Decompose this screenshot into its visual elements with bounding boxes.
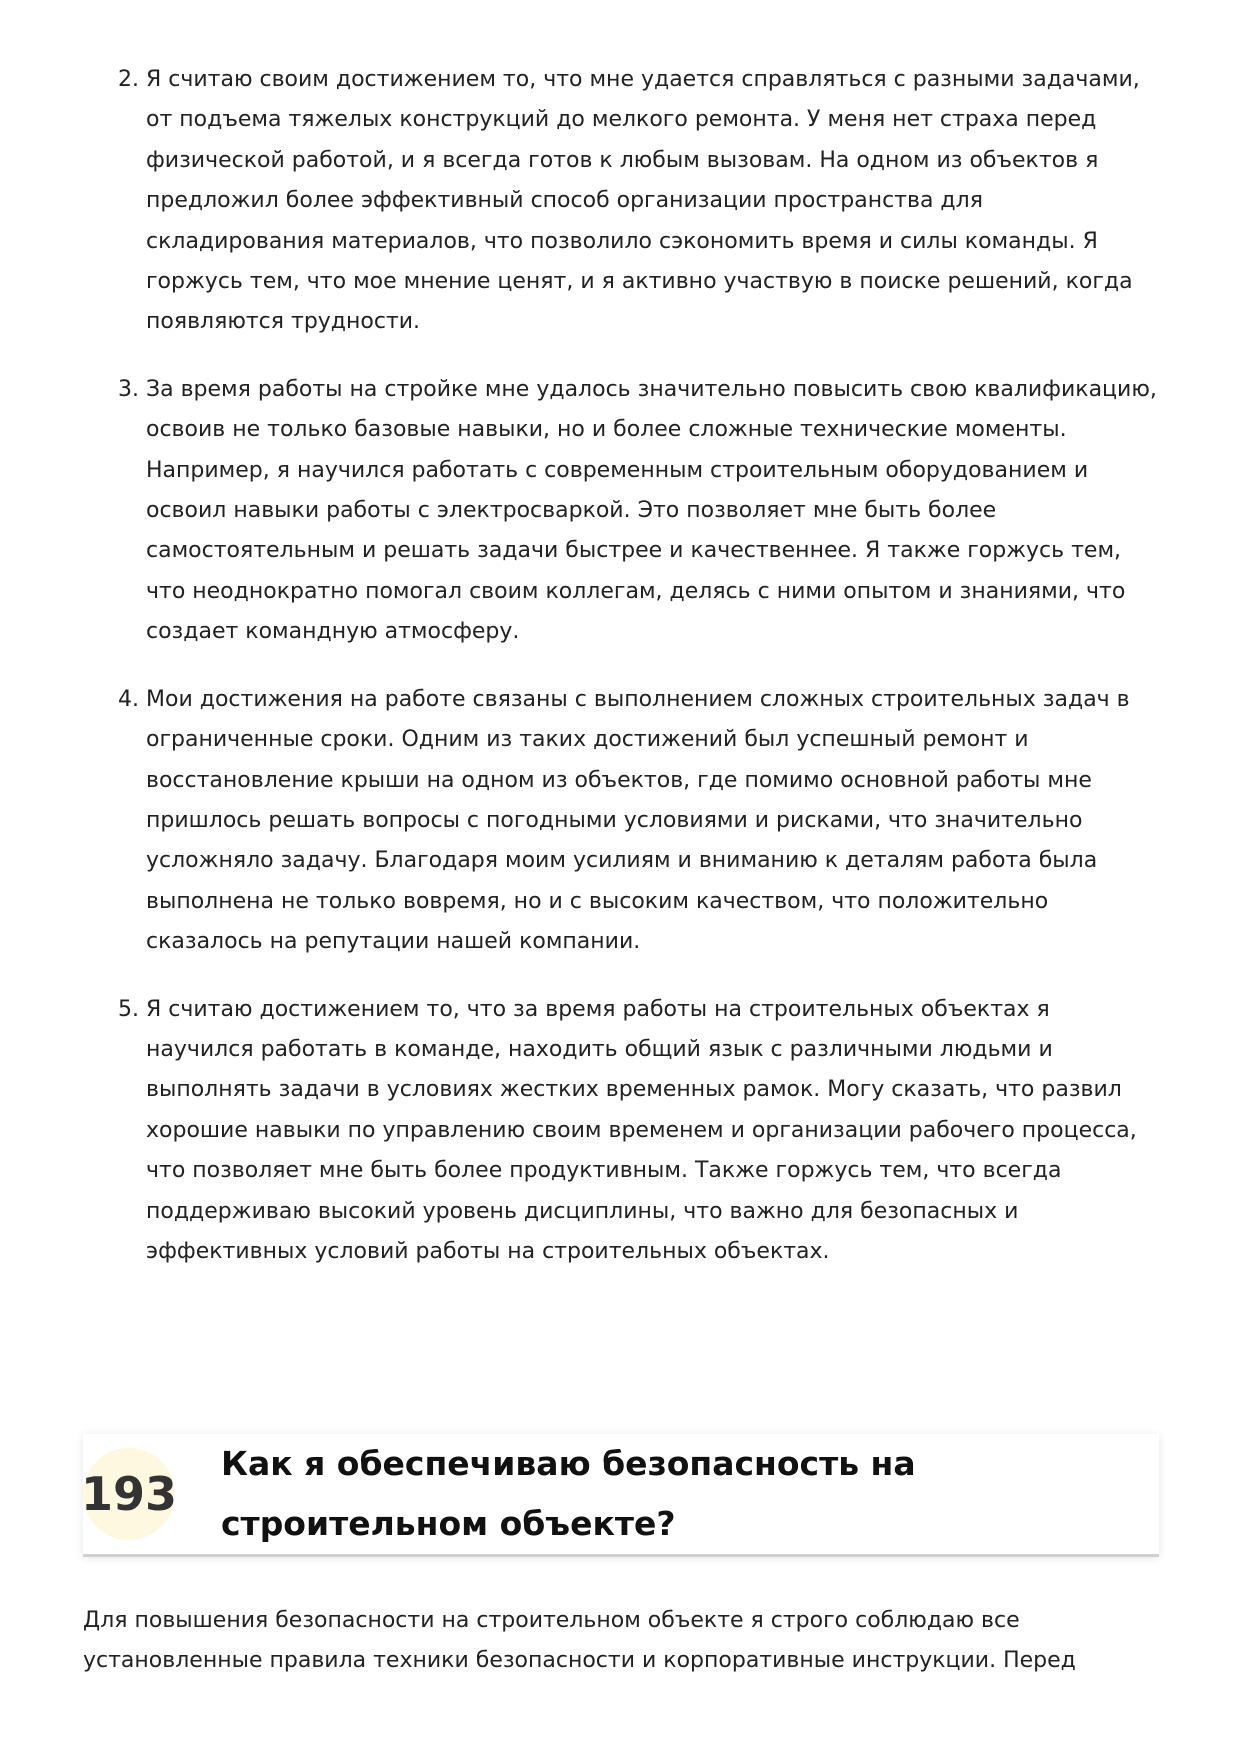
list-item [118,680,1158,963]
list-item-text: За время работы на стройке мне удалось значительно повысить свою квалификацию, освоив не только базовые навыки, но и более сложные технические моменты. Например, я научился работать с современным строительным оборудованием и освоил навыки работы с электросваркой. Это позволяет мне быть более самостоятельным и решать задачи быстрее и качественнее. Я также горжусь тем, что неоднократно помогал своим коллегам, делясь с ними опытом и знаниями, что создает командную атмосферу. [146,376,1157,645]
question-number-badge: 193 [83,1448,175,1540]
list-item-number: 4. [118,686,139,712]
question-header [80,1434,1159,1557]
list-item-number: 3. [118,376,139,402]
answer-list [118,60,1158,1299]
list-item-text: Я считаю своим достижением то, что мне удается справляться с разными задачами, от подъема тяжелых конструкций до мелкого ремонта. У меня нет страха перед физической работой, и я всегда готов к любым вызовам. На одном из объектов я предложил более эффективный способ организации пространства для складирования материалов, что позволило сэкономить время и силы команды. Я горжусь тем, что мое мнение ценят, и я активно участвую в поиске решений, когда появляются трудности. [146,67,1140,335]
question-title: Как я обеспечиваю безопасность на строительном объекте? [221,1444,916,1543]
list-item [118,60,1158,343]
answer-paragraph: Для повышения безопасности на строительном объекте я строго соблюдаю все установленные правила техники безопасности и корпоративные инструкции. Перед [83,1608,1076,1674]
list-item-text: Мои достижения на работе связаны с выполнением сложных строительных задач в ограниченные сроки. Одним из таких достижений был успешный ремонт и восстановление крыши на одном из объектов, где помимо основной работы мне пришлось решать вопросы с погодными условиями и рисками, что значительно усложняло задачу. Благодаря моим усилиям и вниманию к деталям работа была выполнена не только вовремя, но и с высоким качеством, что положительно сказалось на репутации нашей компании. [146,686,1130,955]
list-item-number: 5. [118,996,139,1022]
list-item-text: Я считаю достижением то, что за время работы на строительных объектах я научился работать в команде, находить общий язык с различными людьми и выполнять задачи в условиях жестких временных рамок. Могу сказать, что развил хорошие навыки по управлению своим временем и организации рабочего процесса, что позволяет мне быть более продуктивным. Также горжусь тем, что всегда поддерживаю высокий уровень дисциплины, что важно для безопасных и эффективных условий работы на строительных объектах. [146,996,1137,1264]
list-item-number: 2. [118,67,139,92]
list-item [118,370,1158,653]
list-item [118,990,1158,1273]
